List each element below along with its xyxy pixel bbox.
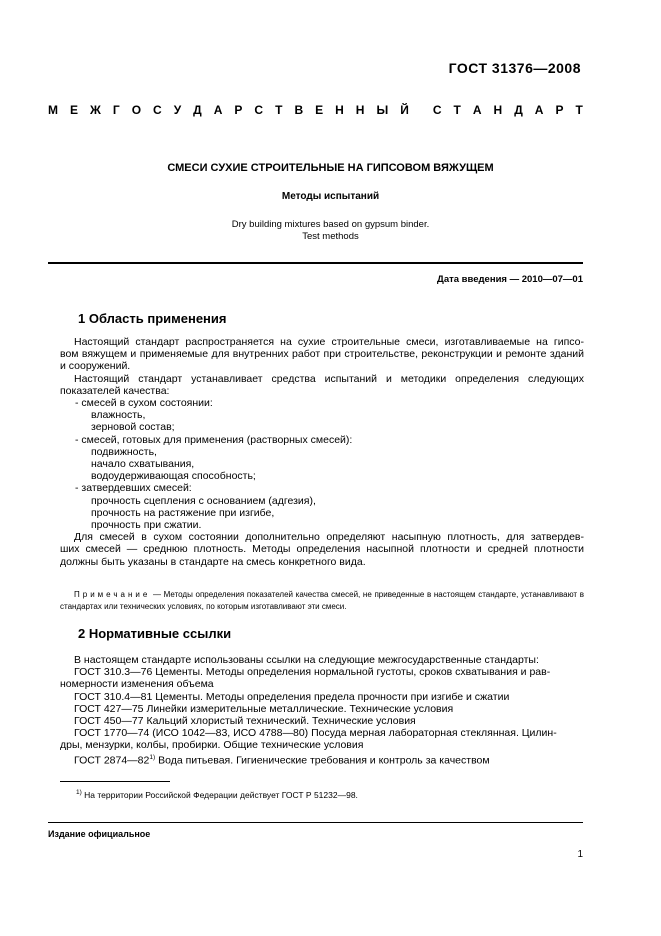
- reference-item: [60, 752, 584, 767]
- list-item: прочность при сжатии.: [91, 519, 202, 532]
- list-item: прочность сцепления с основанием (адгезия),: [91, 494, 316, 507]
- note-text: — Методы определения показателей качества смесей, не приведенные в настоящем стандарте, устанавливают в стандартах или технических условиях, по которым изготавливают эти смеси.: [60, 590, 584, 611]
- note: [60, 589, 584, 613]
- banner-letter: С: [254, 103, 264, 117]
- reference-code: ГОСТ 427—75: [74, 702, 144, 715]
- banner-letter: Н: [355, 103, 365, 117]
- paragraph-line: и сооружений.: [60, 360, 131, 373]
- reference-title: Кальций хлористый технический. Технические условия: [146, 715, 416, 728]
- banner-letter: Ж: [90, 103, 101, 117]
- reference-title: номерности изменения объема: [60, 678, 214, 691]
- standard-subtitle: Методы испытаний: [281, 191, 380, 202]
- standard-title: СМЕСИ СУХИЕ СТРОИТЕЛЬНЫЕ НА ГИПСОВОМ ВЯЖУЩЕМ: [167, 162, 494, 174]
- paragraph-line: должны быть указаны в стандарте на смесь конкретного вида.: [60, 555, 366, 568]
- section-1-heading: 1 Область применения: [78, 311, 227, 326]
- banner-letter: У: [173, 103, 182, 117]
- banner-letter: С: [432, 103, 442, 117]
- header-divider: [48, 262, 583, 264]
- banner-letter: Н: [335, 103, 344, 117]
- list-item: водоудерживающая способность;: [91, 470, 256, 483]
- reference-item: [60, 678, 584, 690]
- list-item: начало схватывания,: [91, 458, 195, 471]
- footer-divider: [48, 822, 583, 823]
- banner-letter: Е: [315, 103, 324, 117]
- paragraph-line: вом вяжущем и применяемые для внутренних работ при строительстве, реконструкции и ремонте зданий: [60, 348, 584, 361]
- paragraph-line: ших смесей — среднюю плотность. Методы определения насыпной плотности и средней плотности: [60, 543, 584, 556]
- quality-indicators-list: [60, 397, 584, 531]
- banner-letter: В: [294, 103, 304, 117]
- reference-code: ГОСТ 2874—82: [74, 754, 150, 767]
- banner-letter: Й: [400, 103, 409, 117]
- banner-letter: С: [153, 103, 162, 117]
- footnote-mark: 1): [76, 789, 82, 796]
- banner-letter: Р: [234, 103, 243, 117]
- document-code: ГОСТ 31376—2008: [448, 60, 581, 76]
- reference-item: [60, 691, 584, 703]
- banner-letter: Т: [275, 103, 283, 117]
- footnote: [76, 789, 358, 800]
- normative-references-list: [60, 666, 584, 766]
- reference-title: Цементы. Методы определения предела прочности при изгибе и сжатии: [155, 690, 510, 703]
- interstate-standard-banner: [48, 103, 583, 117]
- banner-letter: А: [213, 103, 223, 117]
- list-item: влажность,: [91, 409, 146, 422]
- reference-item: [60, 703, 584, 715]
- banner-letter: О: [131, 103, 142, 117]
- list-item: подвижность,: [91, 445, 157, 458]
- reference-title: Линейки измерительные металлические. Технические условия: [146, 702, 454, 715]
- list-item: прочность на растяжение при изгибе,: [91, 506, 275, 519]
- reference-item: [60, 715, 584, 727]
- banner-letter: Д: [193, 103, 202, 117]
- footnote-text: На территории Российской Федерации действует ГОСТ Р 51232—98.: [84, 789, 358, 800]
- banner-letter: Н: [493, 103, 503, 117]
- reference-code: ГОСТ 450—77: [74, 715, 144, 728]
- introduction-date: Дата введения — 2010—07—01: [437, 274, 583, 285]
- list-item: - смесей, готовых для применения (растворных смесей):: [75, 433, 353, 446]
- reference-code: ГОСТ 310.3—76: [74, 666, 153, 679]
- banner-letter: Е: [70, 103, 79, 117]
- reference-item: [60, 739, 584, 751]
- paragraph-line: В настоящем стандарте использованы ссылки на следующие межгосударственные стандарты:: [74, 654, 539, 666]
- banner-letter: Т: [575, 103, 583, 117]
- section-2-heading: 2 Нормативные ссылки: [78, 626, 232, 641]
- list-item: зерновой состав;: [91, 421, 175, 434]
- reference-item: [60, 727, 584, 739]
- reference-code: ГОСТ 1770—74 (ИСО 1042—83, ИСО 4788—80): [74, 727, 309, 740]
- section-1-body: [60, 336, 584, 568]
- note-label: Примечание: [74, 590, 151, 599]
- banner-letter: Р: [555, 103, 564, 117]
- reference-item: [60, 666, 584, 678]
- reference-title: Цементы. Методы определения нормальной густоты, сроков схватывания и рав-: [155, 666, 551, 679]
- banner-letter: Т: [453, 103, 461, 117]
- footnote-ref-mark: 1): [149, 753, 156, 761]
- english-title-line-2: Test methods: [302, 231, 359, 242]
- page-number: 1: [577, 849, 583, 860]
- banner-letter: Д: [514, 103, 523, 117]
- reference-title: Вода питьевая. Гигиенические требования и контроль за качеством: [158, 754, 490, 767]
- list-item: - смесей в сухом состоянии:: [75, 397, 213, 410]
- banner-letter: Г: [112, 103, 120, 117]
- reference-title: Посуда мерная лабораторная стеклянная. Цилин-: [311, 727, 557, 740]
- reference-title: дры, мензурки, колбы, пробирки. Общие технические условия: [60, 739, 364, 752]
- banner-letter: А: [534, 103, 544, 117]
- section-2-body: [60, 654, 584, 766]
- official-edition-label: Издание официальное: [48, 829, 151, 839]
- paragraph-line: Настоящий стандарт распространяется на сухие строительные смеси, изготавливаемые на гипсо-: [74, 336, 584, 348]
- banner-letter: А: [472, 103, 482, 117]
- list-item: - затвердевших смесей:: [75, 482, 192, 495]
- banner-letter: Ы: [376, 103, 389, 117]
- paragraph-line: показателей качества:: [60, 384, 170, 397]
- paragraph-line: Настоящий стандарт устанавливает средства испытаний и методики определения следующих: [74, 372, 584, 385]
- reference-code: ГОСТ 310.4—81: [74, 690, 153, 703]
- footnote-divider: [60, 781, 170, 782]
- english-title-line-1: Dry building mixtures based on gypsum binder.: [231, 219, 430, 230]
- banner-letter: М: [48, 103, 58, 117]
- paragraph-line: Для смесей в сухом состоянии дополнительно определяют насыпную плотность, для затвердев-: [74, 531, 584, 544]
